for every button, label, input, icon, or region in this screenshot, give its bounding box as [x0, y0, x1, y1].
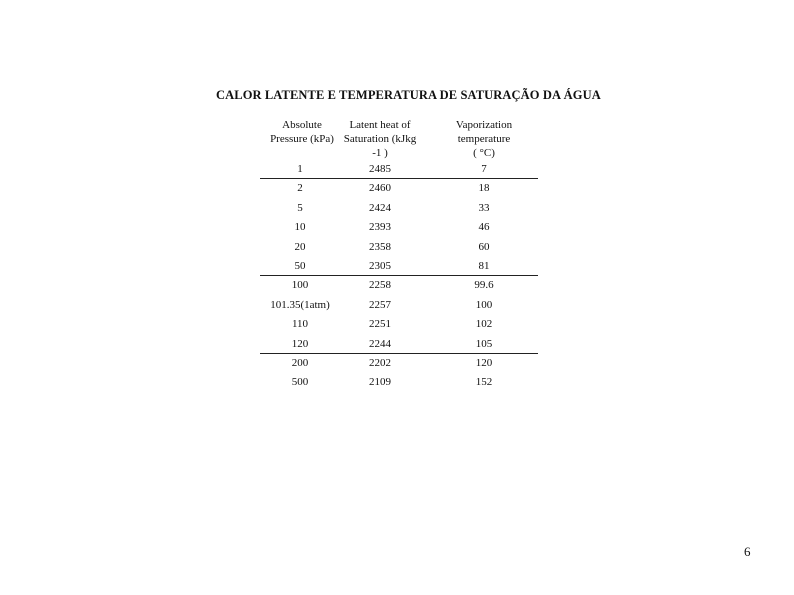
column-header-latent-heat — [340, 118, 420, 160]
latent-heat-cell: 2485 — [369, 163, 391, 175]
table-row — [260, 276, 538, 295]
table-row — [260, 335, 538, 354]
temperature-cell: 81 — [478, 259, 490, 272]
pressure-cell: 10 — [294, 221, 306, 234]
pressure-cell: 1 — [297, 163, 303, 175]
latent-heat-cell: 2257 — [369, 298, 391, 311]
latent-heat-cell: 2251 — [369, 318, 391, 331]
column-header-pressure — [262, 118, 342, 146]
temperature-cell: 100 — [475, 298, 493, 311]
column-header-pressure-line: Absolute — [282, 119, 322, 131]
table-row — [260, 354, 538, 373]
latent-heat-cell: 2305 — [369, 259, 391, 272]
pressure-cell: 200 — [291, 356, 309, 369]
column-header-latent-heat-line: Saturation (kJkg — [343, 133, 417, 145]
table-row — [260, 238, 538, 257]
column-header-vaporization-line: ( °C) — [473, 147, 495, 159]
page-title: CALOR LATENTE E TEMPERATURA DE SATURAÇÃO DA ÁGUA — [216, 88, 601, 102]
temperature-cell: 105 — [475, 337, 493, 350]
table-row — [260, 296, 538, 315]
pressure-cell: 20 — [294, 240, 306, 253]
latent-heat-cell: 2109 — [369, 376, 391, 389]
table-row — [260, 257, 538, 276]
table-row — [260, 179, 538, 198]
latent-heat-cell: 2202 — [369, 356, 391, 369]
pressure-cell: 2 — [297, 182, 303, 195]
pressure-cell: 100 — [291, 279, 309, 292]
temperature-cell: 18 — [478, 182, 490, 195]
pressure-cell: 120 — [291, 337, 309, 350]
column-header-latent-heat-line: -1 ) — [372, 147, 388, 159]
temperature-cell: 152 — [475, 376, 493, 389]
temperature-cell: 60 — [478, 240, 490, 253]
temperature-cell: 46 — [478, 221, 490, 234]
data-table — [260, 160, 538, 393]
column-header-vaporization-line: temperature — [457, 133, 511, 145]
column-header-vaporization — [432, 118, 536, 160]
pressure-cell: 500 — [291, 376, 309, 389]
table-row — [260, 218, 538, 237]
latent-heat-cell: 2460 — [369, 182, 391, 195]
latent-heat-cell: 2244 — [369, 337, 391, 350]
column-header-vaporization-line: Vaporization — [455, 119, 513, 131]
temperature-cell: 120 — [475, 356, 493, 369]
table-row — [260, 199, 538, 218]
latent-heat-cell: 2258 — [369, 279, 391, 292]
latent-heat-cell: 2393 — [369, 221, 391, 234]
latent-heat-cell: 2424 — [369, 201, 391, 214]
table-row — [260, 373, 538, 392]
latent-heat-cell: 2358 — [369, 240, 391, 253]
temperature-cell: 102 — [475, 318, 493, 331]
temperature-cell: 99.6 — [474, 279, 494, 292]
pressure-cell: 5 — [297, 201, 303, 214]
temperature-cell: 33 — [478, 201, 490, 214]
table-row — [260, 160, 538, 179]
column-header-latent-heat-line: Latent heat of — [349, 119, 411, 131]
pressure-cell: 101.35(1atm) — [270, 298, 330, 311]
temperature-cell: 7 — [481, 163, 487, 175]
table-row — [260, 315, 538, 334]
column-header-pressure-line: Pressure (kPa) — [270, 133, 334, 145]
pressure-cell: 110 — [291, 318, 309, 331]
page-number: 6 — [744, 544, 751, 559]
pressure-cell: 50 — [294, 259, 306, 272]
